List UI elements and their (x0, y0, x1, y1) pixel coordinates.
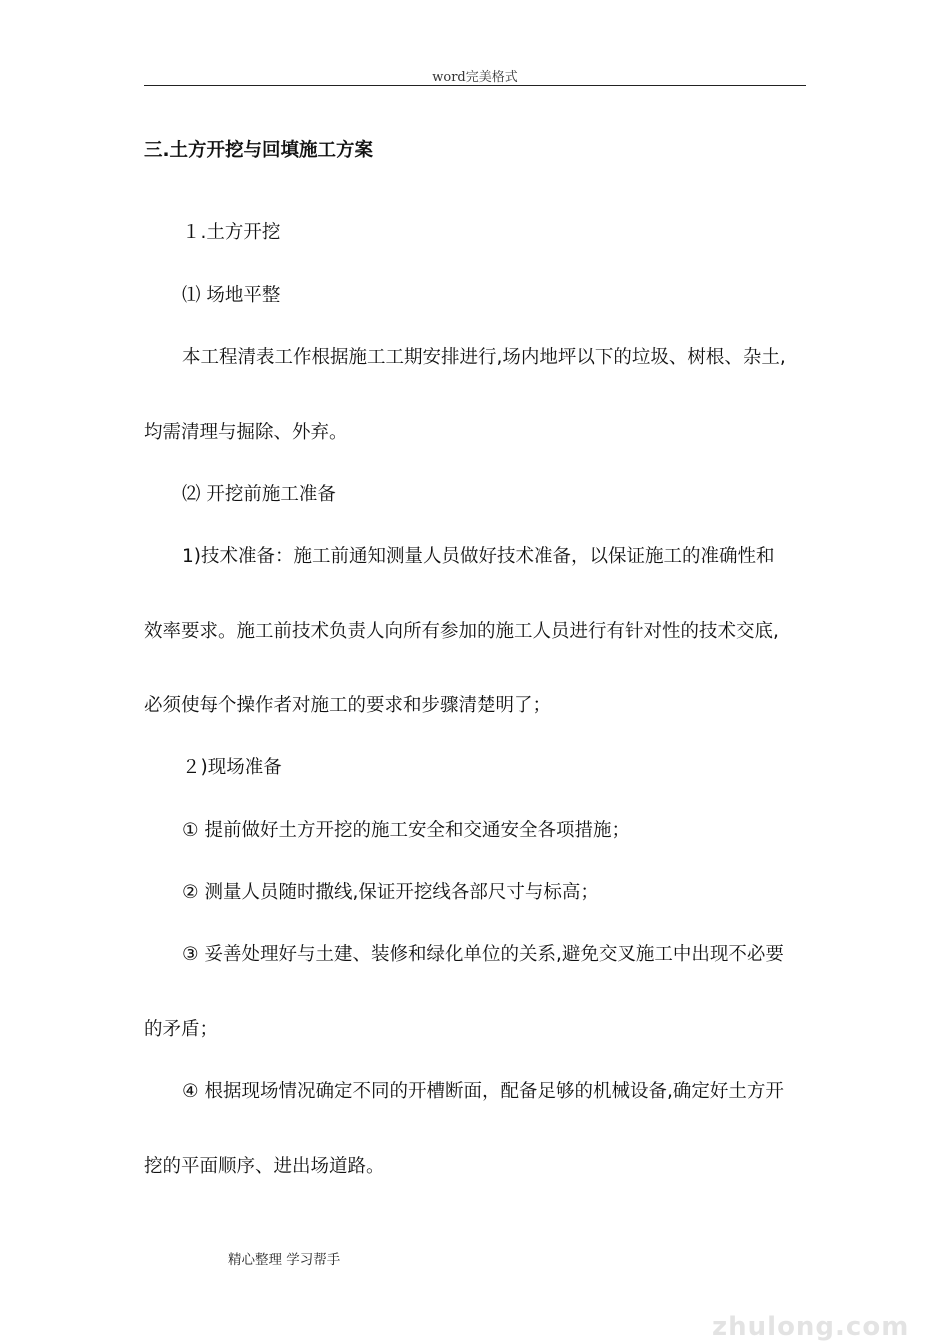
list-item: ③ 妥善处理好与土建、装修和绿化单位的关系,避免交叉施工中出现不必要 (182, 944, 784, 965)
watermark: zhulong.com (712, 1312, 910, 1342)
paragraph-line: 效率要求。施工前技术负责人向所有参加的施工人员进行有针对性的技术交底, (144, 621, 779, 642)
paragraph-line: 1)技术准备：施工前通知测量人员做好技术准备，以保证施工的准确性和 (182, 546, 775, 567)
header-rule (144, 85, 806, 86)
list-item-continuation: 的矛盾； (144, 1019, 219, 1040)
list-item: ② 测量人员随时撒线,保证开挖线各部尺寸与标高； (182, 882, 599, 903)
subsection-heading: ⑴ 场地平整 (182, 285, 281, 306)
paragraph-line: 本工程清表工作根据施工工期安排进行,场内地坪以下的垃圾、树根、杂土, (182, 347, 786, 368)
document-title: 三.土方开挖与回填施工方案 (144, 140, 374, 161)
paragraph-line: 必须使每个操作者对施工的要求和步骤清楚明了； (144, 695, 552, 716)
page-footer: 精心整理 学习帮手 (228, 1252, 341, 1268)
section-heading: １.土方开挖 (182, 222, 281, 243)
list-item: ① 提前做好土方开挖的施工安全和交通安全各项措施； (182, 820, 630, 841)
list-item: ④ 根据现场情况确定不同的开槽断面，配备足够的机械设备,确定好土方开 (182, 1081, 784, 1102)
list-item-continuation: 挖的平面顺序、进出场道路。 (144, 1156, 385, 1177)
paragraph-line: 均需清理与掘除、外弃。 (144, 422, 348, 443)
list-heading: ２)现场准备 (182, 757, 282, 778)
page-header: word完美格式 (432, 70, 518, 85)
subsection-heading: ⑵ 开挖前施工准备 (182, 484, 336, 505)
